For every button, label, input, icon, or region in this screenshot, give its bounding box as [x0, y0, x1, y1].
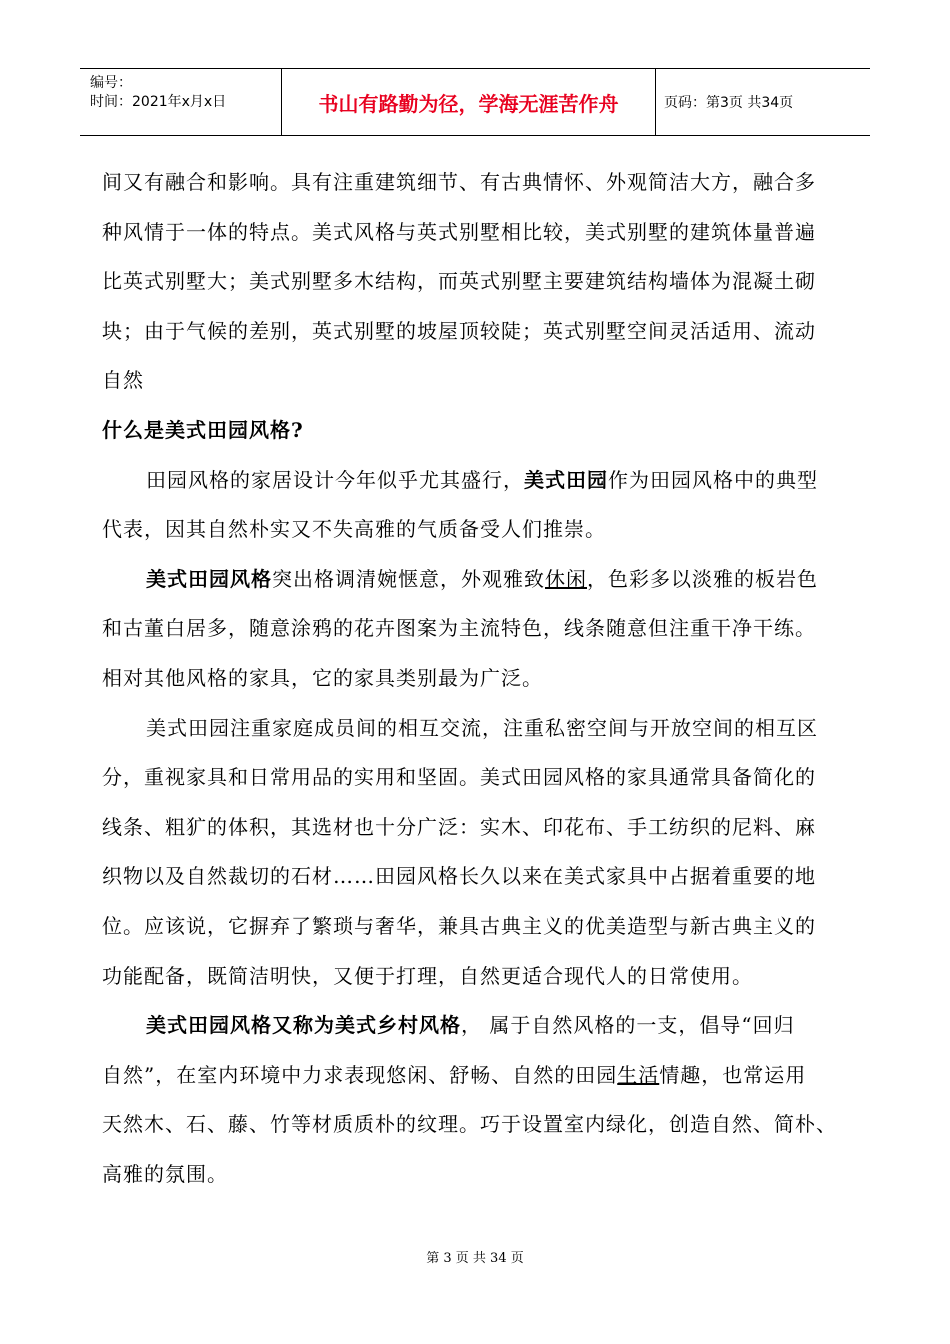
header-meta-cell	[80, 69, 282, 135]
page-footer: 第 3 页 共 34 页	[426, 1251, 524, 1266]
text-line: 高雅的氛围。	[102, 1161, 228, 1186]
underlined-link[interactable]: 休闲	[545, 566, 587, 591]
text-line	[102, 1051, 862, 1101]
text-line	[102, 555, 862, 605]
header-page-info: 页码：第3页 共34页	[664, 95, 794, 111]
text-line	[102, 456, 862, 506]
text-line: 分，重视家具和日常用品的实用和坚固。美式田园风格的家具通常具备简化的	[102, 765, 816, 790]
text-run: 情趣，也常运用	[659, 1062, 807, 1087]
text-line: 比英式别墅大；美式别墅多木结构，而英式别墅主要建筑结构墙体为混凝土砌	[102, 269, 816, 294]
text-run: 作为田园风格中的典型	[608, 467, 818, 492]
text-line: 织物以及自然裁切的石材……田园风格长久以来在美式家具中占据着重要的地	[102, 864, 816, 889]
text-line	[102, 1001, 862, 1051]
underlined-link[interactable]: 生活	[617, 1062, 660, 1087]
text-line: 功能配备，既简洁明快，又便于打理，自然更适合现代人的日常使用。	[102, 963, 753, 988]
text-line: 位。应该说，它摒弃了繁琐与奢华，兼具古典主义的优美造型与新古典主义的	[102, 913, 816, 938]
paragraph-3	[102, 555, 862, 704]
text-run: 田园风格的家居设计今年似乎尤其盛行，	[146, 467, 524, 492]
text-line: 相对其他风格的家具，它的家具类别最为广泛。	[102, 665, 543, 690]
text-line: 自然	[102, 368, 144, 393]
text-line: 天然木、石、藤、竹等材质质朴的纹理。巧于设置室内绿化，创造自然、简朴、	[102, 1112, 837, 1137]
text-run: 自然”，在室内环境中力求表现悠闲、舒畅、自然的田园	[102, 1062, 618, 1087]
paragraph-2	[102, 456, 862, 555]
paragraph-1	[102, 158, 862, 406]
paragraph-5	[102, 1001, 862, 1199]
text-run: 突出格调清婉惬意，外观雅致	[272, 566, 545, 591]
text-line: 线条、粗犷的体积，其选材也十分广泛：实木、印花布、手工纺织的尼料、麻	[102, 814, 816, 839]
text-line: 代表，因其自然朴实又不失高雅的气质备受人们推崇。	[102, 517, 606, 542]
header-motto: 书山有路勤为径，学海无涯苦作舟	[282, 69, 656, 135]
text-run: ， 属于自然风格的一支，倡导“回归	[461, 1013, 795, 1038]
text-line: 块；由于气候的差别，英式别墅的坡屋顶较陡；英式别墅空间灵活适用、流动	[102, 318, 816, 343]
text-line: 种风情于一体的特点。美式风格与英式别墅相比较，美式别墅的建筑体量普遍	[102, 219, 816, 244]
text-line: 美式田园注重家庭成员间的相互交流，注重私密空间与开放空间的相互区	[146, 715, 818, 740]
bold-text: 美式田园风格	[146, 566, 272, 591]
bold-text: 美式田园风格又称为美式乡村风格	[146, 1013, 461, 1038]
text-line: 和古董白居多，随意涂鸦的花卉图案为主流特色，线条随意但注重干净干练。	[102, 616, 816, 641]
section-heading: 什么是美式田园风格?	[102, 417, 304, 442]
text-line: 间又有融合和影响。具有注重建筑细节、有古典情怀、外观简洁大方，融合多	[102, 170, 816, 194]
document-body	[102, 158, 862, 1199]
paragraph-4	[102, 704, 862, 1002]
number-label: 编号：	[90, 75, 132, 91]
text-run: ，色彩多以淡雅的板岩色	[587, 566, 818, 591]
document-header	[80, 68, 870, 136]
date-label: 时间：2021年x月x日	[90, 94, 227, 110]
bold-text: 美式田园	[524, 467, 608, 492]
